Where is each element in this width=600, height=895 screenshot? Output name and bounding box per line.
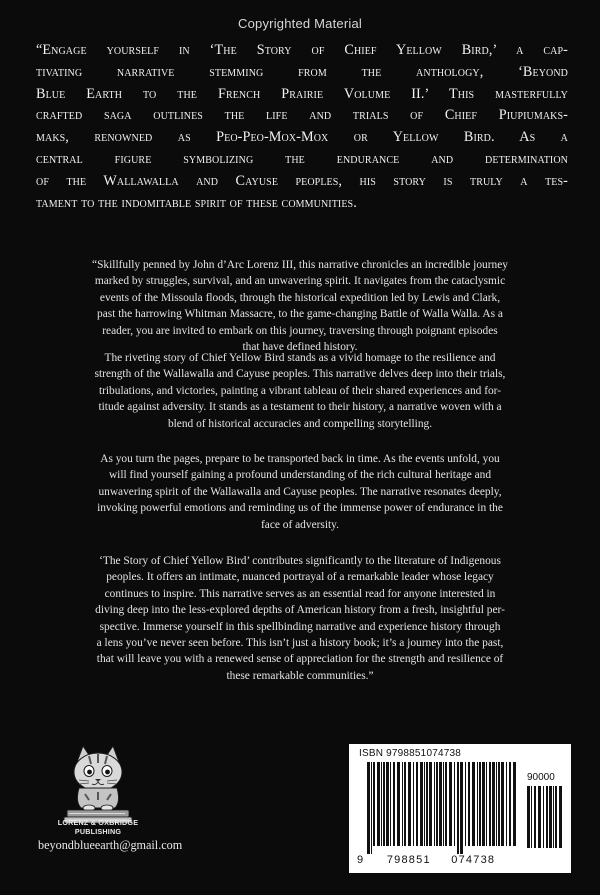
barcode-bar (367, 762, 370, 854)
barcode-bar (434, 762, 435, 846)
barcode-bar (426, 762, 428, 846)
lead-line: “Engage yourself in ‘The Story of Chief Yellow Bird,’ a cap- (36, 42, 568, 58)
lead-line: tament to the indomitable spirit of these communities. (36, 194, 357, 211)
barcode-bar (553, 786, 554, 848)
barcode-bar (373, 762, 375, 846)
barcode-bar (404, 762, 406, 846)
barcode-bar (393, 762, 395, 846)
barcode-bar (492, 762, 495, 846)
barcode-bar (538, 786, 541, 848)
paragraph-line: that have defined history. (242, 341, 358, 354)
barcode-bar (482, 762, 485, 846)
barcode-bar (416, 762, 418, 846)
barcode-bar (436, 762, 438, 846)
paragraph-line: events of the Missoula floods, through the historical expedition led by Lewis and Clark, (99, 291, 501, 304)
paragraph-1 (34, 257, 566, 355)
barcode-bar (381, 762, 382, 846)
publisher-name-line1: LORENZ & OXBRIDGE (57, 818, 139, 827)
isbn-barcode (349, 744, 571, 873)
paragraph-line: a lens you’ve never seen before. This isn’t just a history book; it’s a journey into the past, (96, 637, 504, 650)
barcode-bar (383, 762, 385, 846)
barcode-bar (429, 762, 432, 846)
lead-line: central figure symbolizing the endurance and determination (36, 150, 568, 167)
barcode-bar (371, 762, 372, 854)
barcode-bar (439, 762, 442, 846)
barcode-addon-bars (527, 786, 563, 856)
lead-blurb (36, 40, 568, 214)
barcode-digit-prefix: 9 (357, 854, 365, 866)
barcode-bar (555, 786, 557, 848)
paragraph-line: continues to inspire. This narrative serves as an essential read for anyone interested in (104, 587, 496, 600)
barcode-bar (509, 762, 511, 846)
paragraph-line: titude against adversity. It stands as a testament to their history, a narrative woven with a (98, 401, 502, 414)
barcode-bar (472, 762, 475, 846)
barcode-bar (408, 762, 411, 846)
paragraph-line: blend of historical accuracies and compelling storytelling. (167, 417, 433, 430)
paragraph-2 (34, 350, 566, 432)
lead-line: maks, renowned as Peo-Peo-Mox-Mox or Yellow Bird. As a (36, 129, 568, 146)
paragraph-line: ‘The Story of Chief Yellow Bird’ contributes significantly to the literature of Indigenous (99, 555, 501, 567)
barcode-bar (413, 762, 414, 846)
barcode-bar (498, 762, 500, 846)
barcode-bar (543, 786, 544, 848)
price-code: 90000 (527, 772, 555, 783)
barcode-bar (496, 762, 497, 846)
barcode-bars (367, 762, 519, 854)
paragraph-line: reader, you are invited to embark on this journey, traversing through poignant episodes (102, 324, 498, 337)
barcode-bar (489, 762, 491, 846)
paragraph-line: peoples. It offers an intimate, nuanced portrayal of a remarkable leader whose legacy (106, 571, 494, 584)
publisher-name-line2: PUBLISHING (74, 827, 122, 836)
paragraph-line: tribulations, and victories, painting a vibrant tableau of their shared experiences and for- (98, 384, 502, 397)
barcode-bar (527, 786, 530, 848)
barcode-bar (445, 762, 447, 846)
paragraph-line: strength of the Wallawalla and Cayuse peoples. This narrative delves deep into their trials, (94, 368, 506, 381)
paragraph-line: will find yourself gaining a profound understanding of the rich cultural heritage and (108, 469, 492, 482)
barcode-digit-group-1: 798851 (386, 854, 431, 866)
barcode-bar (468, 762, 470, 846)
barcode-digit-group-2: 074738 (451, 854, 496, 866)
barcode-bar (424, 762, 425, 846)
lead-line: of the Wallawalla and Cayuse peoples, his story is truly a tes- (36, 172, 568, 189)
paragraph-line: face of adversity. (260, 518, 339, 531)
barcode-bar (454, 762, 455, 846)
lead-line: crafted saga outlines the life and trials of Chief Piupiumaks- (36, 107, 568, 124)
paragraph-line: these remarkable communities.” (226, 669, 374, 682)
paragraph-line: marked by struggles, survival, and an unwavering spirit. It navigates from the cataclysmic (94, 275, 506, 288)
paragraph-line: As you turn the pages, prepare to be transported back in time. As the events unfold, you (100, 453, 500, 465)
barcode-bar (531, 786, 532, 848)
barcode-bar (397, 762, 400, 846)
barcode-bar (377, 762, 380, 846)
paragraph-line: that will leave you with a renewed sense of appreciation for the strength and resilience of (96, 653, 504, 666)
barcode-bar (386, 762, 389, 846)
publisher-name (40, 818, 156, 836)
barcode-bar (559, 786, 562, 848)
isbn-label: ISBN 9798851074738 (359, 748, 462, 759)
barcode-bar (465, 762, 466, 846)
lead-line: tivating narrative stemming from the anthology, ‘Beyond (36, 63, 568, 80)
paragraph-3 (34, 451, 566, 533)
barcode-bar (420, 762, 423, 846)
paragraph-line: diving deep into the less-explored depths of American history from a fresh, insightful per- (95, 604, 505, 617)
barcode-bar (479, 762, 481, 846)
barcode-bar (477, 762, 478, 846)
barcode-digits (357, 854, 525, 866)
barcode-bar (513, 762, 516, 846)
barcode-bar (486, 762, 487, 846)
paragraph-4 (34, 553, 566, 684)
barcode-bar (501, 762, 504, 846)
contact-email[interactable]: beyondblueearth@gmail.com (38, 838, 183, 852)
barcode-bar (402, 762, 403, 846)
barcode-bar (390, 762, 391, 846)
paragraph-line: spective. Immerse yourself in this spellbinding narrative and experience history through (99, 620, 501, 633)
barcode-bar (534, 786, 536, 848)
barcode-bar (443, 762, 444, 846)
watermark: Copyrighted Material (238, 16, 362, 31)
paragraph-line: unwavering spirit of the Wallawalla and Cayuse peoples. The narrative resonates deeply, (98, 485, 502, 498)
paragraph-line: The riveting story of Chief Yellow Bird stands as a vivid homage to the resilience and (104, 352, 496, 364)
paragraph-line: “Skillfully penned by John d’Arc Lorenz III, this narrative chronicles an incredible journey (92, 259, 508, 271)
barcode-bar (546, 786, 548, 848)
paragraph-line: past the harrowing Whitman Massacre, to the game-changing Battle of Walla Walla. As a (97, 308, 503, 321)
lead-line: Blue Earth to the French Prairie Volume II.’ This masterfully (36, 85, 568, 102)
barcode-bar (449, 762, 452, 846)
barcode-bar (549, 786, 552, 848)
barcode-bar (460, 762, 463, 854)
barcode-bar (506, 762, 507, 846)
paragraph-line: invoking powerful emotions and reminding us of the immense power of endurance in the (97, 502, 503, 515)
barcode-bar (457, 762, 459, 854)
